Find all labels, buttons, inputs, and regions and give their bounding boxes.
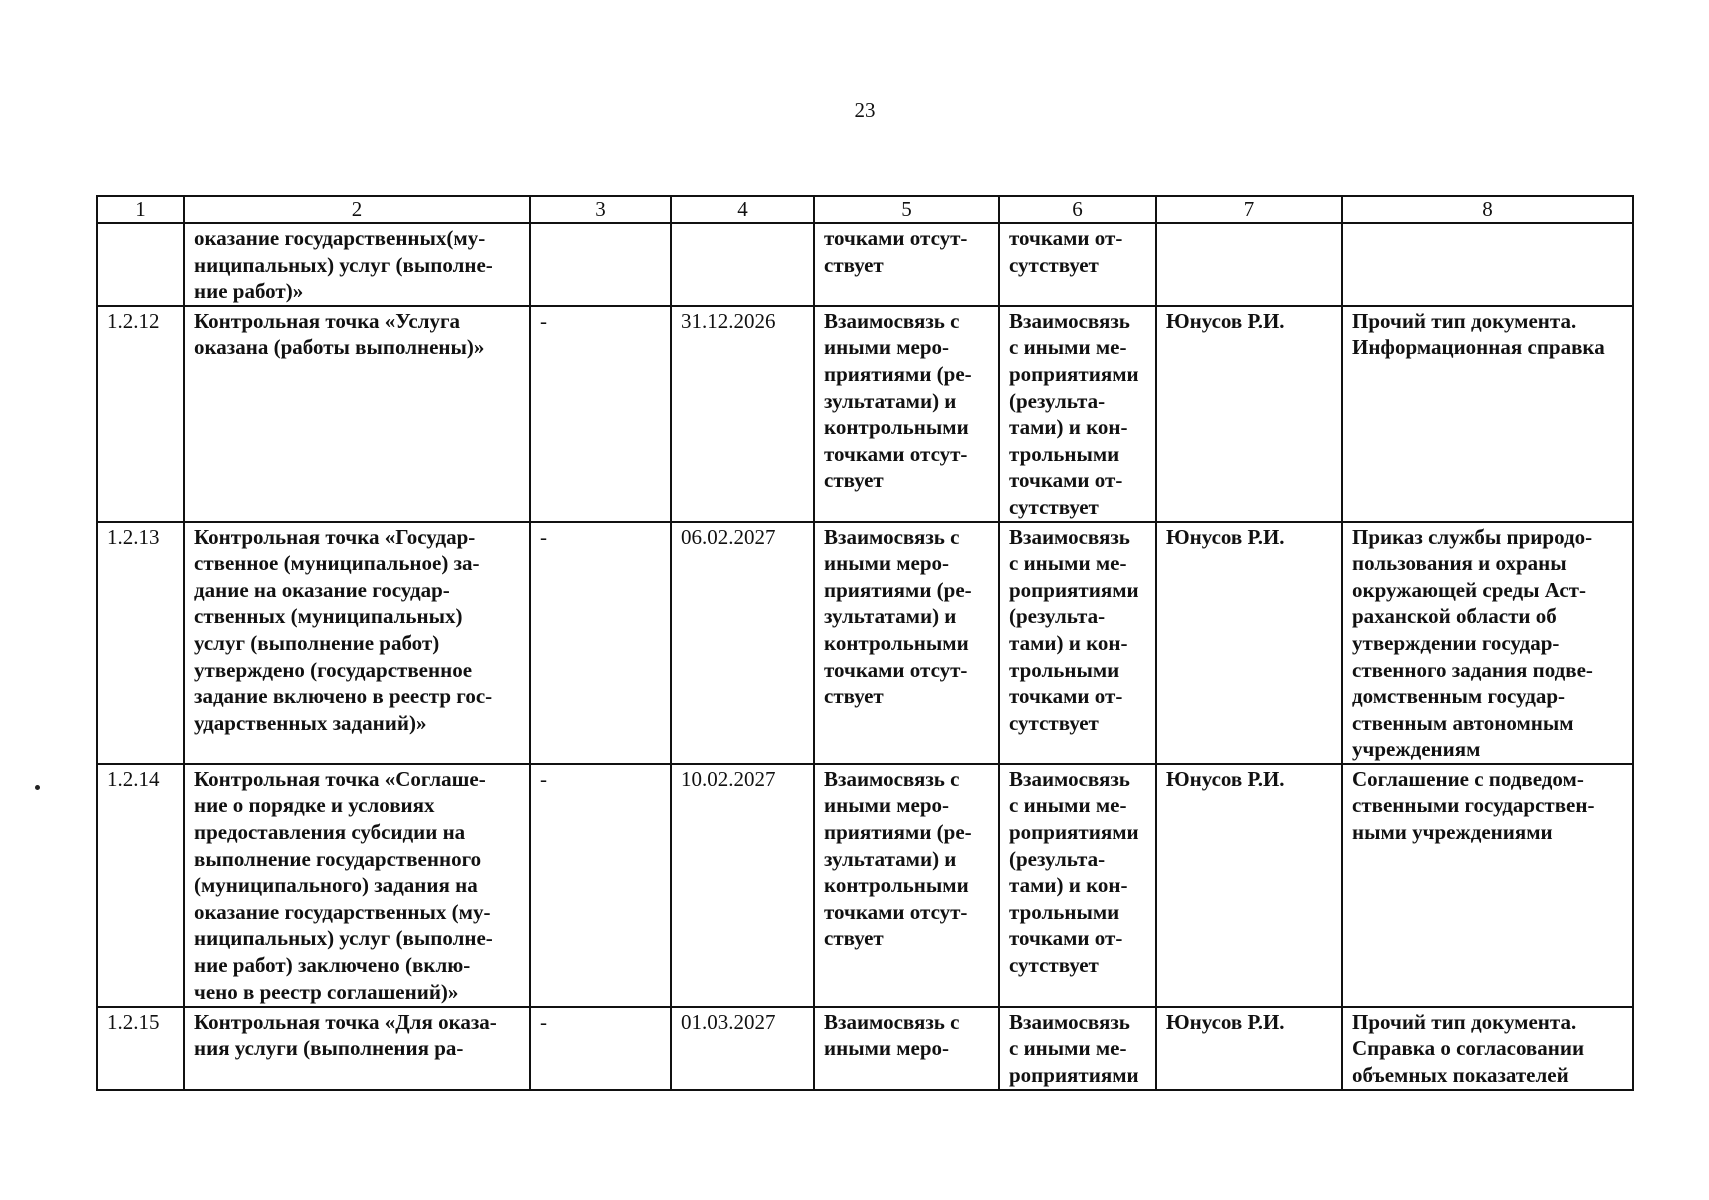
control-point-name: Контрольная точка «Государ- ственное (муниципальное) за- дание на оказание государ- ственных (муниципальных) услуг (выполнение работ) утверждено (государственное задание включено в реестр гос- ударственных заданий)» [194, 524, 493, 735]
row-number: 1.2.12 [107, 308, 160, 333]
relations-text: Взаимосвязь с иными меро- [824, 1009, 960, 1061]
table-row-1-2-15 [97, 1007, 1633, 1090]
table-row-1-2-13 [97, 522, 1633, 764]
relations-text: точками отсут- ствует [824, 226, 968, 277]
control-point-name-cell [184, 764, 530, 1007]
column-3-cell [530, 522, 671, 764]
document-type: Приказ службы природо- пользования и охраны окружающей среды Аст- раханской области об утверждении государ- ственного задания подве- домственным государ- ственным автономным учреждениям [1352, 524, 1593, 762]
row-number-cell [97, 223, 184, 306]
responsible-cell [1156, 522, 1342, 764]
relations-detail-text: Взаимосвязь с иными ме- роприятиями (результа- тами) и кон- трольными точками от- сутствует [1009, 766, 1139, 978]
column-3-cell [530, 223, 671, 306]
relations-detail-text: Взаимосвязь с иными ме- роприятиями (результа- тами) и кон- трольными точками от- сутствует [1009, 524, 1139, 735]
page-number: 23 [854, 98, 876, 122]
responsible-person: Юнусов Р.И. [1166, 524, 1285, 549]
document-type: Прочий тип документа. Справка о согласовании объемных показателей [1352, 1009, 1585, 1088]
due-date: 01.03.2027 [681, 1009, 776, 1034]
relations-detail-cell [999, 223, 1156, 306]
relations-text: Взаимосвязь с иными меро- приятиями (ре- зультатами) и контрольными точками отсут- ствует [824, 308, 972, 493]
due-date: 10.02.2027 [681, 766, 776, 791]
responsible-cell [1156, 223, 1342, 306]
responsible-person: Юнусов Р.И. [1166, 1009, 1285, 1034]
row-number-cell [97, 522, 184, 764]
document-cell [1342, 764, 1633, 1007]
relations-detail-cell [999, 522, 1156, 764]
responsible-cell [1156, 306, 1342, 522]
document-type: Прочий тип документа. Информационная справка [1352, 308, 1605, 360]
column-3-cell [530, 764, 671, 1007]
table-row-1-2-14 [97, 764, 1633, 1007]
relations-detail-cell [999, 1007, 1156, 1090]
responsible-person: Юнусов Р.И. [1166, 766, 1285, 791]
column-header: 5 [814, 196, 999, 223]
control-points-table [96, 195, 1634, 1091]
column-header: 2 [184, 196, 530, 223]
column-3-value: - [540, 308, 547, 333]
column-3-cell [530, 306, 671, 522]
column-header: 3 [530, 196, 671, 223]
column-3-value: - [540, 1009, 547, 1034]
scan-artifact-dot [35, 785, 40, 790]
column-3-value: - [540, 524, 547, 549]
relations-cell [814, 223, 999, 306]
control-point-name-cell [184, 223, 530, 306]
document-type: Соглашение с подведом- ственными государствен- ными учреждениями [1352, 766, 1595, 845]
column-3-value: - [540, 766, 547, 791]
control-point-name-cell [184, 522, 530, 764]
relations-text: Взаимосвязь с иными меро- приятиями (ре- зультатами) и контрольными точками отсут- ствует [824, 524, 972, 709]
responsible-person: Юнусов Р.И. [1166, 308, 1285, 333]
due-date: 31.12.2026 [681, 308, 776, 333]
due-date-cell [671, 764, 814, 1007]
column-header: 6 [999, 196, 1156, 223]
due-date-cell [671, 306, 814, 522]
relations-detail-text: Взаимосвязь с иными ме- роприятиями (результа- тами) и кон- трольными точками от- сутствует [1009, 308, 1139, 519]
document-cell [1342, 1007, 1633, 1090]
row-number: 1.2.15 [107, 1009, 160, 1034]
column-header: 7 [1156, 196, 1342, 223]
document-cell [1342, 223, 1633, 306]
row-number-cell [97, 306, 184, 522]
control-point-name-cell [184, 306, 530, 522]
column-header: 4 [671, 196, 814, 223]
relations-detail-text: точками от- сутствует [1009, 226, 1123, 277]
due-date: 06.02.2027 [681, 524, 776, 549]
table-row-1-2-12 [97, 306, 1633, 522]
relations-cell [814, 522, 999, 764]
column-number-row [97, 196, 1633, 223]
relations-cell [814, 306, 999, 522]
document-cell [1342, 522, 1633, 764]
row-number-cell [97, 764, 184, 1007]
relations-detail-cell [999, 306, 1156, 522]
control-point-name: оказание государственных(му- ниципальных) услуг (выполне- ние работ)» [194, 226, 493, 304]
responsible-cell [1156, 764, 1342, 1007]
relations-detail-text: Взаимосвязь с иными ме- роприятиями [1009, 1009, 1139, 1088]
relations-cell [814, 764, 999, 1007]
control-point-name-cell [184, 1007, 530, 1090]
relations-text: Взаимосвязь с иными меро- приятиями (ре- зультатами) и контрольными точками отсут- ствует [824, 766, 972, 951]
control-point-name: Контрольная точка «Соглаше- ние о порядке и условиях предоставления субсидии на выполнение государственного (муниципального) задания на оказание государственных (му- ниципальных) услуг (выполне- ние работ) заключено (вклю- чено в реестр соглашений)» [194, 766, 493, 1004]
table-row-continuation [97, 223, 1633, 306]
row-number: 1.2.14 [107, 766, 160, 791]
control-point-name: Контрольная точка «Услуга оказана (работы выполнены)» [194, 308, 485, 360]
due-date-cell [671, 223, 814, 306]
column-header: 1 [97, 196, 184, 223]
column-3-cell [530, 1007, 671, 1090]
due-date-cell [671, 1007, 814, 1090]
relations-detail-cell [999, 764, 1156, 1007]
relations-cell [814, 1007, 999, 1090]
control-point-name: Контрольная точка «Для оказа- ния услуги (выполнения ра- [194, 1009, 497, 1061]
row-number: 1.2.13 [107, 524, 160, 549]
document-cell [1342, 306, 1633, 522]
row-number-cell [97, 1007, 184, 1090]
column-header: 8 [1342, 196, 1633, 223]
responsible-cell [1156, 1007, 1342, 1090]
due-date-cell [671, 522, 814, 764]
